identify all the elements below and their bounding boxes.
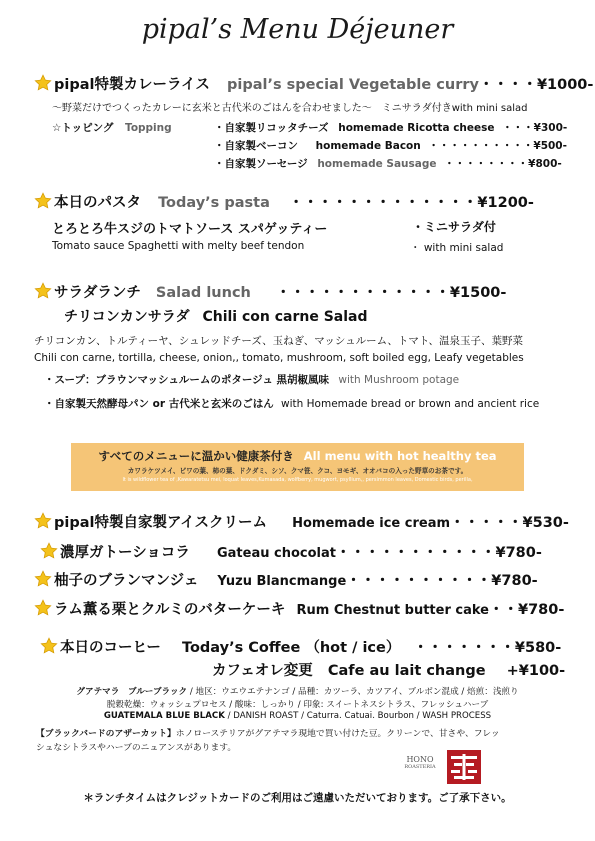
pasta-heading — [34, 191, 534, 212]
dessert-name: ラム薫る栗とクルミのバターケーキ — [54, 602, 286, 618]
star-icon — [34, 282, 52, 300]
pasta-side-en: ・ with mini salad — [410, 242, 504, 254]
dessert-item — [34, 511, 569, 532]
coffee-name: 本日のコーヒー — [60, 640, 161, 656]
dessert-name: 柚子のブランマンジェ — [54, 573, 199, 589]
logo-text — [400, 755, 440, 770]
salad-soup-jp: ・スープ：ブラウンマッシュルームのポタージュ 黒胡椒風味 — [44, 374, 330, 386]
curry-description: 〜野菜だけでつくったカレーに玄米と古代米のごはんを合わせました〜 ミニサラダ付きwith mini salad — [52, 103, 528, 114]
salad-soup — [44, 372, 459, 387]
dessert-name-en: Yuzu Blancmange — [217, 574, 347, 589]
dessert-price: ・・・・・・・・・・・¥780- — [335, 545, 542, 561]
pasta-dish: とろとろ牛スジのトマトソース スパゲッティー — [52, 222, 328, 237]
salad-bread — [44, 396, 539, 411]
star-icon — [34, 599, 52, 617]
dessert-item — [34, 598, 564, 619]
logo-line-2: ROASTERIA — [404, 764, 436, 770]
topping-jp: ・自家製ソーセージ — [214, 158, 308, 170]
coffee-change-jp: カフェオレ変更 — [212, 663, 313, 679]
topping-price: ・・・¥300- — [502, 122, 568, 134]
pasta-name: 本日のパスタ — [54, 195, 141, 211]
dessert-item — [34, 569, 538, 590]
salad-dish-en: Chili con carne Salad — [202, 309, 368, 325]
curry-price: ・・・・¥1000- — [478, 77, 594, 93]
curry-heading — [34, 73, 593, 94]
tea-title — [71, 448, 524, 464]
page-title: pipal’s Menu Déjeuner — [141, 14, 454, 45]
topping-en: homemade Bacon — [315, 140, 421, 152]
hono-logo-icon — [447, 750, 481, 784]
coffee-bean-name: グアテマラ ブルーブラック — [76, 687, 188, 697]
salad-heading — [34, 281, 506, 302]
salad-price: ・・・・・・・・・・・・¥1500- — [275, 285, 507, 301]
topping-item — [214, 138, 567, 153]
star-icon — [34, 192, 52, 210]
tea-description-en: It is wildflower tea of ,Kawaratetsu mei, loquat leaves,Kumasada, wolfberry, mugwort, psyllium,, persimmon leaves, Domestic birds, perilla, — [122, 477, 473, 483]
curry-name: pipal特製カレーライス — [54, 77, 210, 93]
salad-soup-en: with Mushroom potage — [338, 374, 460, 386]
pasta-side: ・ミニサラダ付 — [412, 220, 496, 234]
topping-label-en: Topping — [125, 122, 172, 134]
coffee-detail-4 — [36, 726, 500, 739]
coffee-bean-info: / 地区：ウエウエテナンゴ / 品種：カツーラ、カツアイ、ブルボン混成 / 焙煎：浅煎り — [187, 687, 519, 697]
topping-label-jp: ☆トッピング — [52, 122, 114, 134]
salad-dish-jp: チリコンカンサラダ — [64, 309, 190, 325]
dessert-name: pipal特製自家製アイスクリーム — [54, 515, 268, 531]
footer-note: ＊ランチタイムはクレジットカードのご利用はご遠慮いただいております。ご了承下さい。 — [83, 792, 512, 804]
star-icon — [34, 74, 52, 92]
star-icon — [34, 512, 52, 530]
coffee-detail-2: 脱穀乾燥：ウォッシュプロセス / 酸味：しっかり / 印象: スイートネスシトラス、フレッシュハーブ — [106, 700, 489, 710]
coffee-change — [212, 659, 565, 680]
coffee-other-cut-label: 【ブラックバードのアザーカット】 — [36, 729, 176, 739]
topping-label — [52, 120, 172, 135]
star-icon — [40, 637, 58, 655]
pasta-name-en: Today’s pasta — [158, 195, 270, 211]
curry-name-en: pipal’s special Vegetable curry — [226, 77, 479, 93]
pasta-dish-en: Tomato sauce Spaghetti with melty beef tendon — [52, 240, 305, 252]
salad-name-en: Salad lunch — [155, 285, 251, 301]
coffee-detail-5: シュなシトラスやハーブのニュアンスがあります。 — [36, 743, 237, 753]
salad-bread-jp: ・自家製天然酵母パン or 古代米と玄米のごはん — [44, 398, 274, 410]
coffee-detail-1 — [0, 685, 595, 697]
dessert-item — [40, 541, 542, 562]
dessert-name: 濃厚ガトーショコラ — [60, 545, 190, 561]
tea-title-jp: すべてのメニューに温かい健康茶付き — [98, 449, 294, 463]
topping-en: homemade Sausage — [317, 158, 437, 170]
logo-line-1: HONO — [406, 755, 434, 764]
topping-en: homemade Ricotta cheese — [338, 122, 495, 134]
tea-banner — [71, 443, 524, 491]
topping-jp: ・自家製ベーコン — [214, 140, 298, 152]
salad-bread-en: with Homemade bread or brown and ancient rice — [281, 398, 540, 410]
salad-ingredients: チリコンカン、トルティーヤ、シュレッドチーズ、玉ねぎ、マッシュルーム、トマト、温泉玉子、葉野菜 — [34, 335, 523, 347]
tea-description: カワラケツメイ、ビワの葉、柿の葉、ドクダミ、シソ、クマ笹、クコ、ヨモギ、オオバコの入った野草のお茶です。 — [127, 467, 468, 475]
topping-jp: ・自家製リコッタチーズ — [214, 122, 329, 134]
topping-price: ・・・・・・・・¥800- — [444, 158, 562, 170]
coffee-change-en: Cafe au lait change — [327, 663, 486, 679]
salad-name: サラダランチ — [54, 285, 141, 301]
coffee-name-en: Today’s Coffee （hot / ice） — [181, 640, 401, 656]
topping-item — [214, 156, 562, 171]
pasta-price: ・・・・・・・・・・・・・¥1200- — [288, 195, 534, 211]
star-icon — [34, 570, 52, 588]
dessert-name-en: Homemade ice cream — [292, 516, 451, 531]
salad-dish — [64, 306, 368, 326]
coffee-price: ・・・・・・・¥580- — [413, 640, 562, 656]
coffee-bean-name-en: GUATEMALA BLUE BLACK — [103, 711, 225, 721]
coffee-other-cut-text: ホノローステリアがグアテマラ現地で買い付けた豆。クリーンで、甘さや、フレッ — [175, 729, 500, 739]
dessert-name-en: Gateau chocolat — [216, 546, 336, 561]
coffee-bean-info-en: / DANISH ROAST / Caturra. Catuai. Bourbon / WASH PROCESS — [224, 711, 492, 721]
topping-price: ・・・・・・・・・・¥500- — [428, 140, 567, 152]
dessert-price: ・・・・・・・・・・¥780- — [346, 573, 538, 589]
coffee-detail-3 — [0, 711, 595, 721]
salad-ingredients-en: Chili con carne, tortilla, cheese, onion,, tomato, mushroom, soft boiled egg, Leafy vegetables — [34, 352, 524, 364]
dessert-price: ・・・・・¥530- — [450, 515, 569, 531]
coffee-heading — [40, 636, 561, 657]
coffee-change-price: +¥100- — [506, 663, 566, 679]
tea-title-en: All menu with hot healthy tea — [303, 449, 497, 463]
dessert-name-en: Rum Chestnut butter cake — [296, 603, 489, 618]
star-icon — [40, 542, 58, 560]
topping-item — [214, 120, 567, 135]
dessert-price: ・・¥780- — [488, 602, 565, 618]
